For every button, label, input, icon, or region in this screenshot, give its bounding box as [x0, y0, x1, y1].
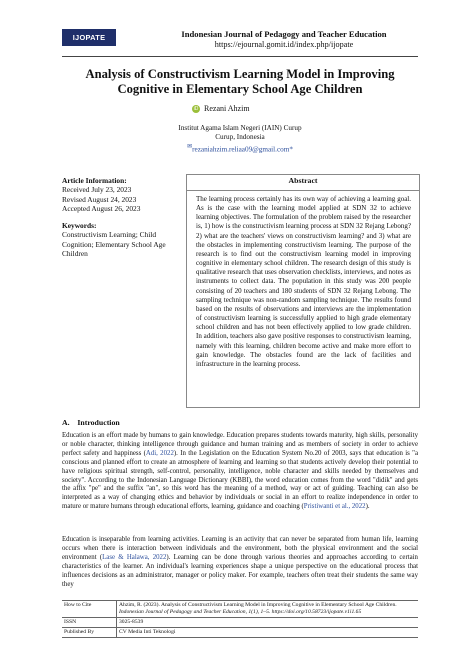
accepted-date: Accepted August 26, 2023 [62, 203, 141, 213]
received-date: Received July 23, 2023 [62, 185, 132, 195]
affiliation-block [62, 124, 418, 155]
issn-value: 3025-8539 [117, 618, 419, 628]
journal-url[interactable]: https://ejournal.gomit.id/index.php/ijopate [214, 40, 354, 49]
author-line [192, 104, 250, 114]
footer-row-how-to-cite [62, 601, 418, 618]
abstract-heading: Abstract [288, 176, 318, 185]
citation-link[interactable]: Lase & Halawa, 2022 [102, 553, 167, 561]
keywords-list: Constructivism Learning; Child Cognition; Elementary School Age Children [62, 230, 166, 259]
abstract-divider [186, 190, 420, 191]
abstract-text: The learning process certainly has its own way of achieving a learning goal. As is the case with the learning model applied at SDN 32 to achieve learning objectives. The formulation of the problem raised by the researcher is, 1) how is the constructivism learning process at SDN 32 Rejang Lebong? 2) what are the teachers' views on constructivism learning? and 3) what are the obstacles in implementing constructivism learning. The purpose of the research is to find out the constructivism learning model in improving cognitive in elementary school children. The research design of this study is qualitative research that uses observation checklists, interviews, and notes as instruments to collect data. The population in this study was 200 people consisting of 20 teachers and 180 students of SDN 32 Rejang Lebong. The sampling technique was non-random sampling technique. The results found based on the results of observations and interviews are the implementation of constructivism learning is successfully applied to high grade elementary school children and has not been effectively applied to low grade children. In addition, teachers also gave positive responses to constructivism learning, namely with this learning, children become active and make more effort to gain knowledge. The obstacles found are the lack of facilities and infrastructure in the learning process. [196, 195, 411, 368]
published-by-label: Published By [62, 628, 117, 638]
affiliation-location: Curup, Indonesia [215, 133, 265, 142]
journal-logo [62, 29, 116, 46]
journal-name: Indonesian Journal of Pedagogy and Teacher Education [181, 29, 387, 39]
published-by-value: CV Media Inti Teknologi [117, 628, 419, 638]
paper-title: Analysis of Constructivism Learning Model in Improving Cognitive in Elementary School Age Children [85, 67, 395, 96]
issn-label: ISSN [62, 618, 117, 628]
citation-link[interactable]: Pristiwanti et al., 2022 [303, 503, 366, 511]
article-information: Article Information: Received July 23, 2023 Revised August 24, 2023 Accepted August 26, 2023 Keywords: Constructivism Learning; Child Cognition; Elementary School Age Children [62, 176, 182, 258]
logo-text: IJOPATE [72, 33, 106, 42]
keywords-label: Keywords [62, 221, 95, 231]
header-divider [62, 56, 418, 57]
footer-row-publisher [62, 628, 418, 638]
introduction-paragraph-1: Education is an effort made by humans to gain knowledge. Education prepares students towards maturity, high skills, personality or noble character, thinking intelligence through guidance and human training and as members of society in order to achieve perfect safety and happiness (Adi, 2022). In the Legislation on the Education System No.20 of 2003, says that education is "a conscious and planned effort to create an atmosphere of learning and learning so that students actively develop their potential to have religious spiritual strength, self-control, personality, intelligence, noble character and skills needed by themselves and society". According to the Indonesian Language Dictionary (KBBI), the word education comes from the word "didik" and gets the affix "pe" and the suffix "an", so this word has the meaning of a method, way or act of guiding. Teaching can also be interpreted as a way of changing ethics and behavior by individuals or social in an effort to realize independence in order to mature or mature humans through educational efforts, learning, guidance and coaching (Pristiwanti et al., 2022). [62, 432, 418, 511]
revised-date: Revised August 24, 2023 [62, 194, 137, 204]
footer-row-issn [62, 618, 418, 628]
how-to-cite-journal[interactable]: Indonesian Journal of Pedagogy and Teacher Education, 1(1), 1–5. https://doi.org/10.58723/ijopate.v1i1.65 [119, 609, 362, 615]
article-info-heading: Article Information: [62, 176, 127, 185]
section-heading-introduction: A. Introduction [62, 418, 120, 427]
how-to-cite-label: How to Cite [62, 601, 117, 618]
citation-link[interactable]: Adi, 2022 [145, 449, 174, 457]
author-name: Rezani Ahzim [204, 104, 250, 113]
author-email-text: rezaniahzim.reliaa09@gmail.com* [192, 145, 293, 154]
affiliation-institution: Institut Agama Islam Negeri (IAIN) Curup [178, 124, 302, 132]
author-email[interactable]: ✉rezaniahzim.reliaa09@gmail.com* [187, 143, 293, 154]
citation-footer-table [62, 600, 418, 638]
how-to-cite-value: Ahzim, R. (2023). Analysis of Constructivism Learning Model in Improving Cognitive in Elementary School Age Children. Indonesian Journal of Pedagogy and Teacher Education, 1(1), 1–5. https://doi.org/10.58723/ijopate.v1i1.65 [117, 601, 419, 618]
orcid-icon[interactable]: iD [193, 106, 199, 112]
introduction-paragraph-2: Education is inseparable from learning activities. Learning is an activity that can never be separated from human life, learning occurs when there is interaction between individuals and the environment, both the physical environment and the social environment (Lase & Halawa, 2022). Learning can be done through various theories and approaches according to certain characteristics of the learner. An individual's learning experiences shape a unique perspective on the educational process that influences decisions as an administrator, manager or policy maker. For example, teachers often treat their students the same way they [62, 536, 418, 588]
